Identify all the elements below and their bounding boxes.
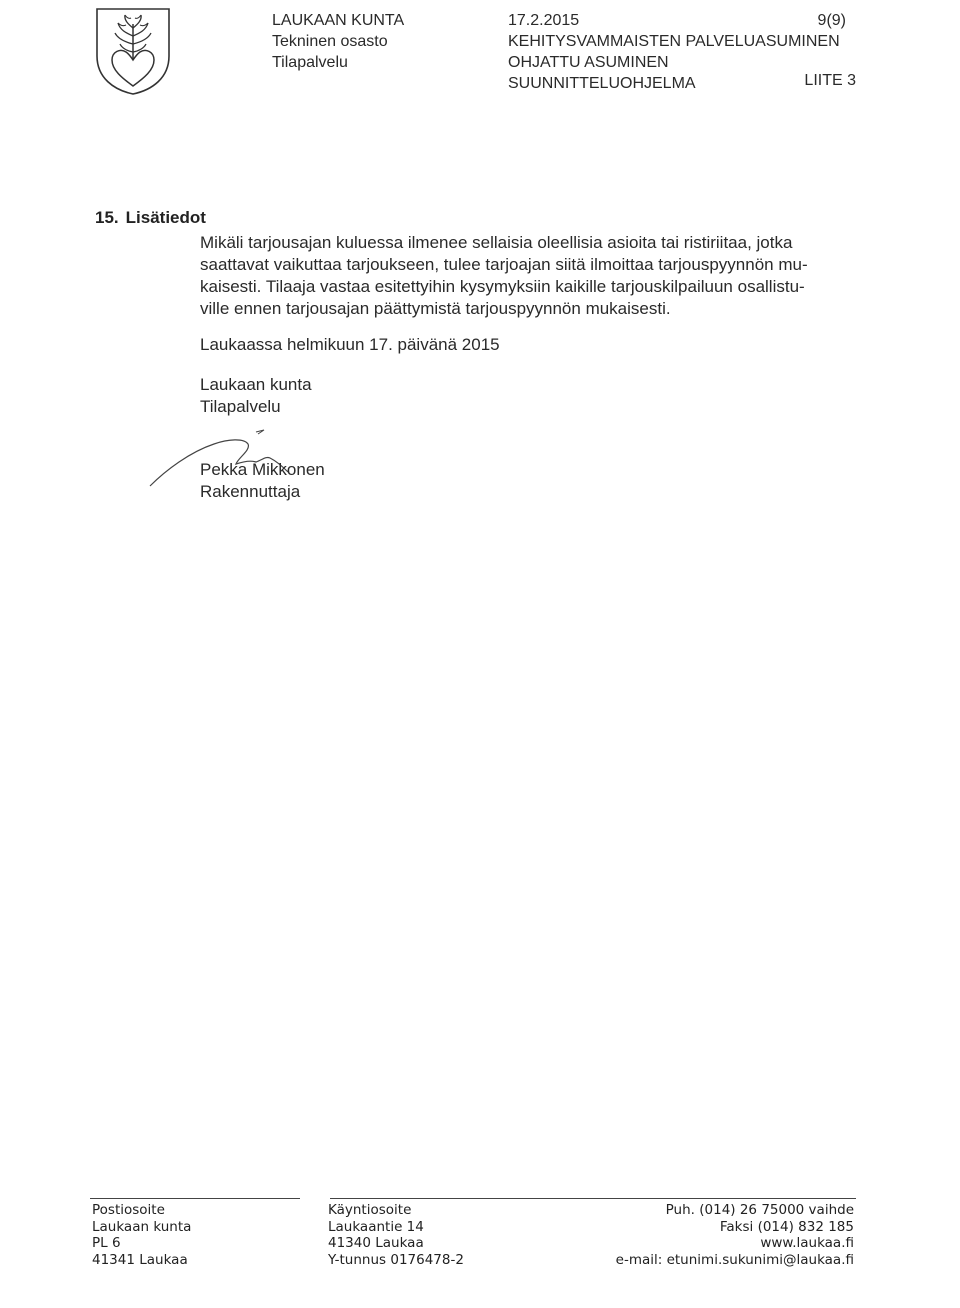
project-title-line3: SUUNNITTELUOHJELMA [508, 75, 696, 92]
phone-number: Puh. (014) 26 75000 vaihde [665, 1202, 854, 1218]
visiting-line: Laukaantie 14 [328, 1218, 424, 1235]
place-and-date: Laukaassa helmikuun 17. päivänä 2015 [200, 335, 500, 354]
header-left-block [272, 10, 404, 73]
signing-unit: Tilapalvelu [200, 397, 281, 416]
visiting-line: Y-tunnus 0176478-2 [328, 1251, 464, 1268]
unit-name: Tilapalvelu [272, 54, 348, 71]
municipal-crest-logo [94, 6, 172, 96]
attachment-label: LIITE 3 [804, 72, 856, 89]
section-heading [95, 208, 206, 228]
section-number: 15. [95, 208, 119, 227]
postal-heading: Postiosoite [92, 1202, 165, 1218]
project-title-line1: KEHITYSVAMMAISTEN PALVELUASUMINEN [508, 33, 840, 50]
footer-divider-right [330, 1198, 856, 1199]
body-line: Mikäli tarjousajan kuluessa ilmenee sellaisia oleellisia asioita tai ristiriitaa, jotka [200, 233, 793, 252]
signer-name: Pekka Mikkonen [200, 460, 325, 479]
document-date: 17.2.2015 [508, 12, 580, 29]
footer-postal-address [92, 1202, 191, 1268]
footer-contact-info [560, 1202, 854, 1268]
email-address[interactable]: e-mail: etunimi.sukunimi@laukaa.fi [615, 1251, 854, 1268]
website-link[interactable]: www.laukaa.fi [760, 1235, 854, 1252]
body-line: kaisesti. Tilaaja vastaa esitettyihin kysymyksiin kaikille tarjouskilpailuun osallistu- [200, 277, 805, 296]
body-line: ville ennen tarjousajan päättymistä tarjouspyynnön mukaisesti. [200, 299, 671, 318]
section-body [200, 232, 808, 320]
municipality-name: LAUKAAN KUNTA [272, 12, 405, 29]
department-name: Tekninen osasto [272, 33, 388, 50]
body-line: saattavat vaikuttaa tarjoukseen, tulee tarjoajan siitä ilmoittaa tarjouspyynnön mu- [200, 255, 808, 274]
project-title-line2: OHJATTU ASUMINEN [508, 54, 669, 71]
postal-line: 41341 Laukaa [92, 1251, 188, 1268]
footer-divider-left [90, 1198, 300, 1199]
fax-number: Faksi (014) 832 185 [719, 1218, 854, 1235]
signing-organization: Laukaan kunta [200, 375, 312, 394]
visiting-heading: Käyntiosoite [328, 1202, 412, 1218]
visiting-line: 41340 Laukaa [328, 1235, 424, 1252]
signer-title: Rakennuttaja [200, 482, 301, 501]
page-number: 9(9) [817, 12, 846, 29]
postal-line: PL 6 [92, 1235, 121, 1252]
postal-line: Laukaan kunta [92, 1218, 192, 1235]
section-title: Lisätiedot [125, 208, 206, 227]
footer-visiting-address [328, 1202, 464, 1268]
